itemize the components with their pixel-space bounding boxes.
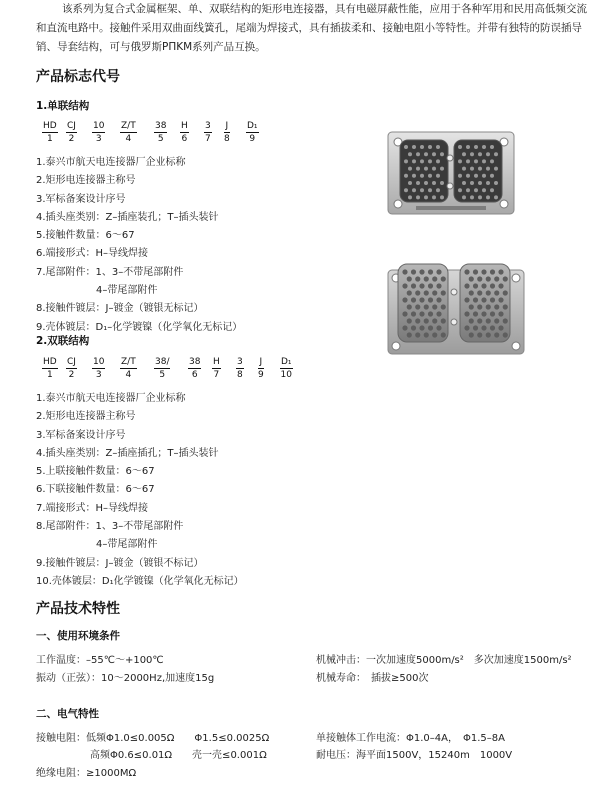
code-index: 9 xyxy=(258,370,264,380)
code-segment xyxy=(154,120,167,145)
contact-pin xyxy=(432,290,437,295)
contact-pin xyxy=(424,318,429,323)
legend-item: 3.军标备案设计序号 xyxy=(36,429,126,441)
contact-pin xyxy=(415,318,420,323)
contact-pin xyxy=(420,145,424,149)
contact-pin xyxy=(469,304,474,309)
code-index: 3 xyxy=(95,370,102,380)
contact-pin xyxy=(482,188,486,192)
contact-pin xyxy=(469,318,474,323)
contact-pin xyxy=(432,276,437,281)
contact-pin xyxy=(436,269,441,274)
contact-pin xyxy=(441,290,446,295)
contact-pin xyxy=(411,269,416,274)
contact-pin xyxy=(432,332,437,337)
code-index: 1 xyxy=(46,370,53,380)
legend-item: 1.泰兴市航天电连接器厂企业标称 xyxy=(36,393,186,404)
contact-pin xyxy=(415,332,420,337)
contact-pin xyxy=(478,167,482,171)
contact-pin xyxy=(416,152,420,156)
contact-pin xyxy=(419,297,424,302)
spec-current: 单接触体工作电流：Φ1.0–4A， Φ1.5–8A xyxy=(316,733,505,744)
contact-pin xyxy=(440,195,444,199)
code-value: 10 xyxy=(93,357,105,367)
intro-line-1: 该系列为复合式金属框架、单、双联结构的矩形电连接器，具有电磁屏蔽性能，应用于各种军用和民用高低频交流 xyxy=(62,3,587,15)
contact-pin xyxy=(469,332,474,337)
contact-pin xyxy=(474,159,478,163)
legend-item: 8.尾部附件：1、3–不带尾部附件 xyxy=(36,521,184,533)
contact-pin xyxy=(402,297,407,302)
contact-pin xyxy=(494,276,499,281)
contact-pin xyxy=(436,145,440,149)
code-segment xyxy=(246,120,259,145)
code-segment xyxy=(42,120,58,145)
contact-pin xyxy=(490,283,495,288)
code-value: J xyxy=(259,357,263,367)
contact-pin xyxy=(490,145,494,149)
code-value: D₁ xyxy=(281,357,292,367)
contact-pin xyxy=(428,325,433,330)
contact-pin xyxy=(503,276,508,281)
contact-pin xyxy=(498,297,503,302)
contact-pin xyxy=(494,195,498,199)
contact-pin xyxy=(412,174,416,178)
contact-pin xyxy=(498,269,503,274)
contact-pin xyxy=(419,283,424,288)
contact-pin xyxy=(498,283,503,288)
contact-pin xyxy=(490,188,494,192)
contact-pin xyxy=(481,297,486,302)
contact-pin xyxy=(441,276,446,281)
code-index: 2 xyxy=(68,134,75,144)
code-value: CJ xyxy=(67,121,76,131)
contact-pin xyxy=(428,174,432,178)
contact-pin xyxy=(402,283,407,288)
contact-pin xyxy=(490,311,495,316)
contact-pin xyxy=(415,304,420,309)
elec-title: 二、电气特性 xyxy=(36,708,99,720)
contact-pin xyxy=(408,195,412,199)
contact-pin xyxy=(474,188,478,192)
spec-temperature: 工作温度：–55℃～+100℃ xyxy=(36,655,164,666)
contact-pin xyxy=(498,311,503,316)
legend-item: 6.端接形式：H–导线焊接 xyxy=(36,248,149,260)
contact-pin xyxy=(503,332,508,337)
contact-pin xyxy=(419,269,424,274)
contact-pin xyxy=(473,325,478,330)
contact-pin xyxy=(432,167,436,171)
contact-pin xyxy=(478,152,482,156)
legend-item: 7.端接形式：H–导线焊接 xyxy=(36,502,149,514)
contact-pin xyxy=(424,152,428,156)
contact-pin xyxy=(486,276,491,281)
section-title-marking: 产品标志代号 xyxy=(36,69,120,85)
contact-pin xyxy=(424,195,428,199)
contact-pin xyxy=(486,304,491,309)
code-index: 4 xyxy=(125,370,132,380)
contact-pin xyxy=(432,152,436,156)
contact-pin xyxy=(432,181,436,185)
legend-item: 8.接触件镀层：J–镀金（镀银无标记） xyxy=(36,303,204,315)
contact-pin xyxy=(486,152,490,156)
code-segment xyxy=(154,356,170,381)
code-value: 3 xyxy=(237,357,243,367)
contact-pin xyxy=(470,195,474,199)
legend-item: 4.插头座类别：Z–插座插孔；T–插头装针 xyxy=(36,447,219,459)
code-value: HD xyxy=(43,121,57,131)
contact-pin xyxy=(474,174,478,178)
code-value: 38/ xyxy=(155,357,170,367)
contact-pin xyxy=(503,318,508,323)
contact-pin xyxy=(486,167,490,171)
section-title-specs: 产品技术特性 xyxy=(36,601,120,617)
contact-pin xyxy=(481,325,486,330)
contact-pin xyxy=(462,152,466,156)
code-index: 10 xyxy=(280,370,292,380)
code-value: CJ xyxy=(67,357,76,367)
code-segment xyxy=(92,356,105,381)
code-value: 38 xyxy=(189,357,201,367)
contact-pin xyxy=(482,159,486,163)
legend-item: 9.接触件镀层：J–镀金（镀银不标记） xyxy=(36,557,204,569)
contact-pin xyxy=(420,188,424,192)
contact-pin xyxy=(420,159,424,163)
contact-pin xyxy=(407,304,412,309)
contact-pin xyxy=(464,283,469,288)
contact-pin xyxy=(416,167,420,171)
legend-item: 3.军标备案设计序号 xyxy=(36,193,126,205)
contact-pin xyxy=(477,318,482,323)
contact-pin xyxy=(436,311,441,316)
contact-pin xyxy=(458,188,462,192)
code-value: D₁ xyxy=(247,121,258,131)
code-segment xyxy=(204,120,212,145)
contact-pin xyxy=(436,188,440,192)
code-index: 2 xyxy=(68,370,75,380)
contact-pin xyxy=(408,152,412,156)
spec-contact-resistance: 接触电阻：低频Φ1.0≤0.005Ω Φ1.5≤0.0025Ω xyxy=(36,733,270,744)
code-index: 6 xyxy=(181,134,188,144)
code-index: 5 xyxy=(157,134,164,144)
spec-life: 机械寿命： 插拔≥500次 xyxy=(316,673,429,684)
code-index: 8 xyxy=(237,370,243,380)
contact-pin xyxy=(404,145,408,149)
contact-pin xyxy=(470,152,474,156)
legend-item: 1.泰兴市航天电连接器厂企业标称 xyxy=(36,157,186,168)
intro-line-3: 销、导套结构，可与俄罗斯PΠKM系列产品互换。 xyxy=(36,41,266,53)
contact-pin xyxy=(462,181,466,185)
contact-pin xyxy=(412,145,416,149)
contact-pin xyxy=(490,174,494,178)
contact-pin xyxy=(464,311,469,316)
legend-item: 7.尾部附件：1、3–不带尾部附件 xyxy=(36,266,184,278)
contact-pin xyxy=(404,174,408,178)
legend-item: 10.壳体镀层：D₁化学镀镍（化学氧化无标记） xyxy=(36,575,244,587)
code-index: 8 xyxy=(224,134,230,144)
contact-pin xyxy=(411,283,416,288)
env-title: 一、使用环境条件 xyxy=(36,630,120,642)
contact-pin xyxy=(486,195,490,199)
legend-item: 6.下联接触件数量：6～67 xyxy=(36,484,155,496)
contact-pin xyxy=(407,318,412,323)
legend-item: 5.上联接触件数量：6～67 xyxy=(36,466,155,478)
contact-pin xyxy=(432,195,436,199)
contact-pin xyxy=(441,304,446,309)
contact-pin xyxy=(412,188,416,192)
contact-pin xyxy=(490,297,495,302)
contact-pin xyxy=(428,188,432,192)
single-code-legend xyxy=(36,154,242,337)
contact-pin xyxy=(470,181,474,185)
contact-pin xyxy=(477,304,482,309)
contact-pin xyxy=(440,181,444,185)
legend-item: 5.接触件数量：6～67 xyxy=(36,230,135,242)
contact-pin xyxy=(416,181,420,185)
contact-pin xyxy=(415,290,420,295)
contact-pin xyxy=(424,290,429,295)
code-index: 9 xyxy=(249,134,256,144)
contact-pin xyxy=(481,311,486,316)
legend-item: 4.插头座类别：Z–插座装孔；T–插头装针 xyxy=(36,211,219,223)
code-segment xyxy=(42,356,58,381)
double-code-row xyxy=(36,356,306,382)
contact-pin xyxy=(458,159,462,163)
code-value: 10 xyxy=(93,121,105,131)
contact-pin xyxy=(477,332,482,337)
code-segment xyxy=(236,356,244,381)
contact-pin xyxy=(415,276,420,281)
contact-pin xyxy=(466,145,470,149)
code-value: Z/T xyxy=(121,357,136,367)
single-structure-title: 1.单联结构 xyxy=(36,100,90,112)
code-index: 7 xyxy=(205,134,211,144)
contact-pin xyxy=(407,332,412,337)
spec-contact-resistance-hf: 高频Φ0.6≤0.01Ω 壳一壳≤0.001Ω xyxy=(90,750,267,761)
code-segment xyxy=(66,356,77,381)
code-value: 38 xyxy=(155,121,167,131)
contact-pin xyxy=(469,290,474,295)
code-segment xyxy=(120,356,137,381)
contact-pin xyxy=(412,159,416,163)
contact-pin xyxy=(428,269,433,274)
contact-pin xyxy=(440,152,444,156)
code-segment xyxy=(180,120,189,145)
contact-pin xyxy=(402,325,407,330)
contact-pin xyxy=(424,167,428,171)
contact-pin xyxy=(490,325,495,330)
code-value: H xyxy=(181,121,188,131)
contact-pin xyxy=(404,188,408,192)
code-value: J xyxy=(225,121,229,131)
contact-pin xyxy=(432,318,437,323)
contact-pin xyxy=(486,332,491,337)
contact-pin xyxy=(416,195,420,199)
contact-pin xyxy=(458,145,462,149)
spec-voltage: 耐电压：海平面1500V，15240m 1000V xyxy=(316,750,513,761)
contact-pin xyxy=(424,276,429,281)
contact-pin xyxy=(494,332,499,337)
code-index: 3 xyxy=(95,134,102,144)
legend-item: 9.壳体镀层：D₁–化学镀镍（化学氧化无标记） xyxy=(36,321,243,333)
contact-pin xyxy=(441,332,446,337)
contact-pin xyxy=(503,290,508,295)
code-segment xyxy=(92,120,105,145)
contact-pin xyxy=(498,325,503,330)
contact-pin xyxy=(481,269,486,274)
contact-pin xyxy=(411,325,416,330)
contact-pin xyxy=(424,332,429,337)
code-index: 6 xyxy=(191,370,198,380)
contact-pin xyxy=(486,181,490,185)
contact-pin xyxy=(486,290,491,295)
contact-pin xyxy=(478,181,482,185)
code-index: 5 xyxy=(159,370,166,380)
spec-insulation: 绝缘电阻：≥1000MΩ xyxy=(36,768,137,779)
contact-pin xyxy=(486,318,491,323)
contact-pin xyxy=(424,181,428,185)
contact-pin xyxy=(419,325,424,330)
contact-pin xyxy=(490,159,494,163)
contact-pin xyxy=(466,188,470,192)
contact-pin xyxy=(503,304,508,309)
contact-pin xyxy=(436,325,441,330)
code-value: HD xyxy=(43,357,57,367)
legend-item: 4–带尾部附件 xyxy=(36,285,158,297)
double-structure-title: 2.双联结构 xyxy=(36,335,90,347)
contact-pin xyxy=(494,290,499,295)
code-segment xyxy=(188,356,201,381)
contact-pin xyxy=(428,159,432,163)
contact-pin xyxy=(411,311,416,316)
contact-pin xyxy=(482,145,486,149)
contact-pin xyxy=(477,276,482,281)
contact-pin xyxy=(402,311,407,316)
contact-pin xyxy=(440,167,444,171)
contact-pin xyxy=(477,290,482,295)
double-code-legend xyxy=(36,390,244,591)
code-segment xyxy=(280,356,293,381)
contact-pin xyxy=(473,269,478,274)
code-segment xyxy=(120,120,137,145)
code-index: 7 xyxy=(213,370,220,380)
contact-pin xyxy=(436,174,440,178)
spec-shock: 机械冲击：一次加速度5000m/s² 多次加速度1500m/s² xyxy=(316,655,572,666)
contact-pin xyxy=(407,276,412,281)
single-code-row xyxy=(36,120,296,146)
contact-pin xyxy=(408,167,412,171)
contact-pin xyxy=(473,283,478,288)
contact-pin xyxy=(432,304,437,309)
code-value: 3 xyxy=(205,121,211,131)
contact-pin xyxy=(482,174,486,178)
contact-pin xyxy=(473,297,478,302)
contact-pin xyxy=(494,318,499,323)
contact-pin xyxy=(464,269,469,274)
contact-pin xyxy=(407,290,412,295)
contact-pin xyxy=(464,297,469,302)
legend-item: 4–带尾部附件 xyxy=(36,539,158,551)
contact-pin xyxy=(420,174,424,178)
contact-pin xyxy=(494,152,498,156)
contact-pin xyxy=(494,304,499,309)
code-index: 1 xyxy=(46,134,53,144)
code-segment xyxy=(224,120,230,145)
contact-pin xyxy=(411,297,416,302)
contact-pin xyxy=(494,167,498,171)
intro-line-2: 和直流电路中。接触件采用双曲面线簧孔，尾端为焊接式，具有插拔柔和、接触电阻小等特性。并带有独特的防误插导 xyxy=(36,22,582,34)
contact-pin xyxy=(462,167,466,171)
contact-pin xyxy=(402,269,407,274)
double-connector-image xyxy=(386,262,526,358)
contact-pin xyxy=(428,297,433,302)
contact-pin xyxy=(494,181,498,185)
code-value: H xyxy=(213,357,220,367)
contact-pin xyxy=(466,159,470,163)
contact-pin xyxy=(470,167,474,171)
contact-pin xyxy=(436,297,441,302)
spec-vibration: 振动（正弦）：10～2000Hz,加速度15g xyxy=(36,673,215,684)
contact-pin xyxy=(462,195,466,199)
contact-pin xyxy=(478,195,482,199)
contact-pin xyxy=(419,311,424,316)
contact-pin xyxy=(481,283,486,288)
contact-pin xyxy=(436,159,440,163)
contact-pin xyxy=(490,269,495,274)
contact-pin xyxy=(464,325,469,330)
single-connector-image xyxy=(386,130,516,216)
contact-pin xyxy=(428,311,433,316)
contact-pin xyxy=(408,181,412,185)
legend-item: 2.矩形电连接器主称号 xyxy=(36,411,136,423)
contact-pin xyxy=(469,276,474,281)
contact-pin xyxy=(466,174,470,178)
contact-pin xyxy=(458,174,462,178)
contact-pin xyxy=(436,283,441,288)
legend-item: 2.矩形电连接器主称号 xyxy=(36,175,136,187)
contact-pin xyxy=(441,318,446,323)
code-index: 4 xyxy=(125,134,132,144)
contact-pin xyxy=(474,145,478,149)
contact-pin xyxy=(428,283,433,288)
contact-pin xyxy=(428,145,432,149)
code-segment xyxy=(212,356,221,381)
contact-pin xyxy=(473,311,478,316)
contact-pin xyxy=(424,304,429,309)
code-segment xyxy=(66,120,77,145)
code-value: Z/T xyxy=(121,121,136,131)
contact-pin xyxy=(404,159,408,163)
code-segment xyxy=(258,356,264,381)
